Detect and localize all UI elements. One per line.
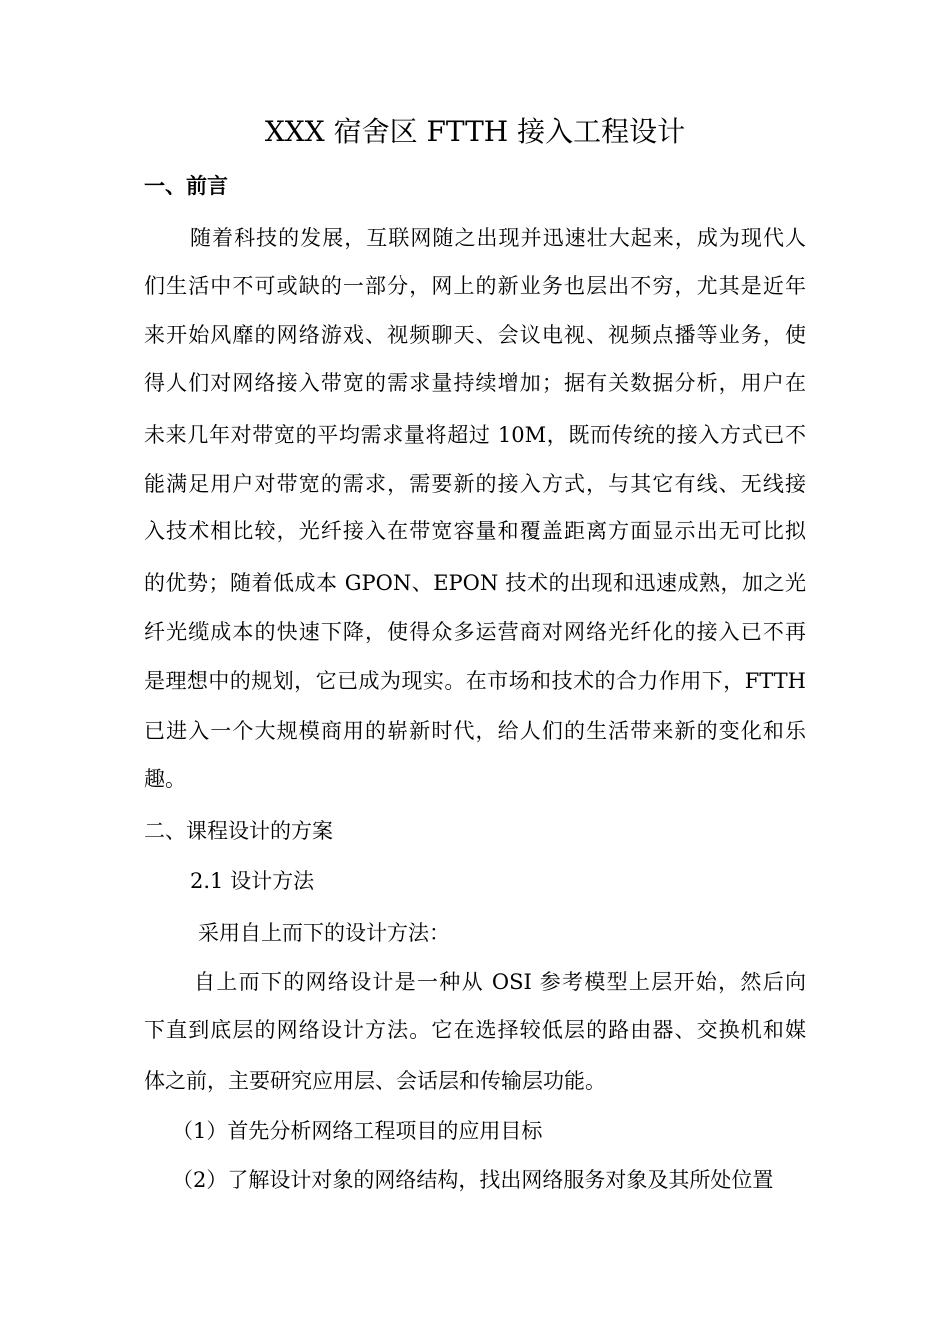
preface-line-10: 是理想中的规划，它已成为现实。在市场和技术的合力作用下，FTTH	[144, 669, 806, 693]
preface-line-1: 随着科技的发展，互联网随之出现并迅速壮大起来，成为现代人	[190, 226, 806, 250]
step-2: （2）了解设计对象的网络结构，找出网络服务对象及其所处位置	[172, 1168, 774, 1192]
document-title: XXX 宿舍区 FTTH 接入工程设计	[264, 115, 686, 148]
preface-line-3: 来开始风靡的网络游戏、视频聊天、会议电视、视频点播等业务，使	[144, 323, 806, 347]
section-heading-course-design: 二、课程设计的方案	[144, 819, 333, 843]
preface-line-2: 们生活中不可或缺的一部分，网上的新业务也层出不穷，尤其是近年	[144, 274, 806, 298]
method-intro: 采用自上而下的设计方法：	[198, 921, 450, 945]
subheading-design-method: 2.1 设计方法	[190, 869, 315, 893]
step-1: （1）首先分析网络工程项目的应用目标	[172, 1119, 543, 1143]
preface-line-11: 已进入一个大规模商用的崭新时代，给人们的生活带来新的变化和乐	[144, 719, 806, 743]
method-line-3: 体之前，主要研究应用层、会话层和传输层功能。	[144, 1069, 606, 1093]
preface-line-8: 的优势；随着低成本 GPON、EPON 技术的出现和迅速成熟，加之光	[144, 571, 806, 595]
method-line-2: 下直到底层的网络设计方法。它在选择较低层的路由器、交换机和媒	[144, 1018, 806, 1042]
preface-line-12: 趣。	[144, 767, 186, 791]
preface-line-4: 得人们对网络接入带宽的需求量持续增加；据有关数据分析，用户在	[144, 371, 806, 395]
method-line-1: 自上而下的网络设计是一种从 OSI 参考模型上层开始，然后向	[194, 970, 806, 994]
preface-line-6: 能满足用户对带宽的需求，需要新的接入方式，与其它有线、无线接	[144, 472, 806, 496]
section-heading-preface: 一、前言	[144, 173, 228, 198]
preface-line-9: 纤光缆成本的快速下降，使得众多运营商对网络光纤化的接入已不再	[144, 620, 806, 644]
preface-line-5: 未来几年对带宽的平均需求量将超过 10M，既而传统的接入方式已不	[144, 423, 806, 447]
preface-line-7: 入技术相比较，光纤接入在带宽容量和覆盖距离方面显示出无可比拟	[144, 519, 806, 543]
